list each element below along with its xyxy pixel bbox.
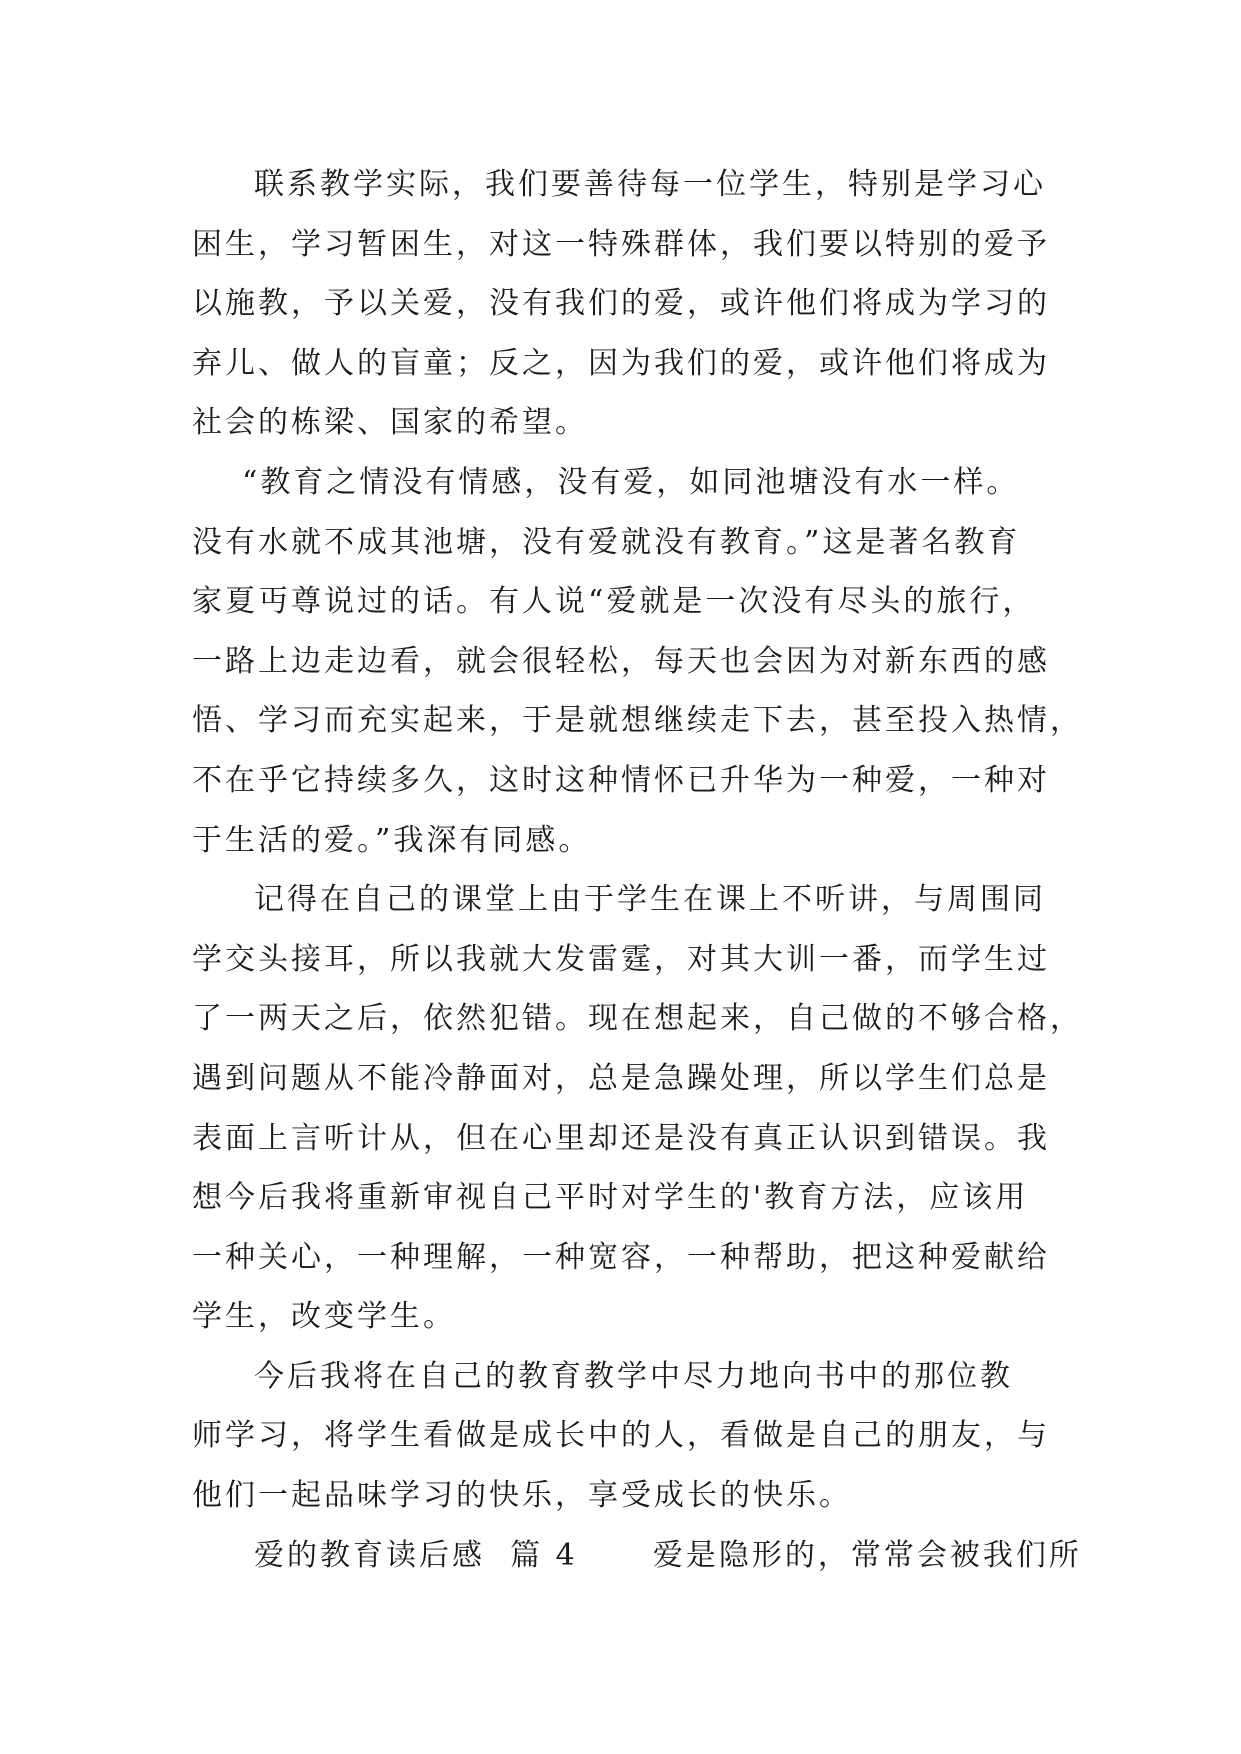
text-line: 了一两天之后，依然犯错。现在想起来，自己做的不够合格，: [192, 1001, 1083, 1037]
text-line: 一种关心，一种理解，一种宽容，一种帮助，把这种爱献给: [192, 1239, 1050, 1275]
text-line: “教育之情没有情感，没有爱，如同池塘没有水一样。: [242, 464, 1020, 500]
text-line: 以施教，予以关爱，没有我们的爱，或许他们将成为学习的: [192, 286, 1050, 322]
text-line: 他们一起品味学习的快乐，享受成长的快乐。: [192, 1478, 852, 1514]
text-line: 弃儿、做人的盲童；反之，因为我们的爱，或许他们将成为: [192, 345, 1050, 381]
text-line: 记得在自己的课堂上由于学生在课上不听讲，与周围同: [254, 882, 1046, 918]
text-line: 爱的教育读后感 篇 4 爱是隐形的，常常会被我们所: [254, 1537, 1082, 1573]
text-line: 想今后我将重新审视自己平时对学生的'教育方法，应该用: [192, 1180, 1029, 1216]
text-line: 一路上边走边看，就会很轻松，每天也会因为对新东西的感: [192, 643, 1050, 679]
text-line: 家夏丏尊说过的话。有人说“爱就是一次没有尽头的旅行，: [192, 584, 1036, 620]
text-line: 联系教学实际，我们要善待每一位学生，特别是学习心: [254, 167, 1046, 202]
text-line: 今后我将在自己的教育教学中尽力地向书中的那位教: [254, 1358, 1013, 1394]
text-line: 没有水就不成其池塘，没有爱就没有教育。”这是著名教育: [192, 524, 1021, 560]
text-line: 社会的栋梁、国家的希望。: [192, 405, 588, 441]
text-line: 悟、学习而充实起来，于是就想继续走下去，甚至投入热情，: [192, 703, 1083, 739]
text-line: 困生，学习暂困生，对这一特殊群体，我们要以特别的爱予: [192, 226, 1050, 262]
document-body: [192, 155, 1083, 1585]
text-line: 不在乎它持续多久，这时这种情怀已升华为一种爱，一种对: [192, 762, 1050, 798]
text-line: 于生活的爱。”我深有同感。: [192, 822, 592, 858]
text-line: 师学习，将学生看做是成长中的人，看做是自己的朋友，与: [192, 1418, 1050, 1454]
text-line: 学交头接耳，所以我就大发雷霆，对其大训一番，而学生过: [192, 941, 1050, 977]
text-line: 学生，改变学生。: [192, 1299, 456, 1335]
text-line: 遇到问题从不能冷静面对，总是急躁处理，所以学生们总是: [192, 1060, 1050, 1096]
text-line: 表面上言听计从，但在心里却还是没有真正认识到错误。我: [192, 1120, 1050, 1156]
